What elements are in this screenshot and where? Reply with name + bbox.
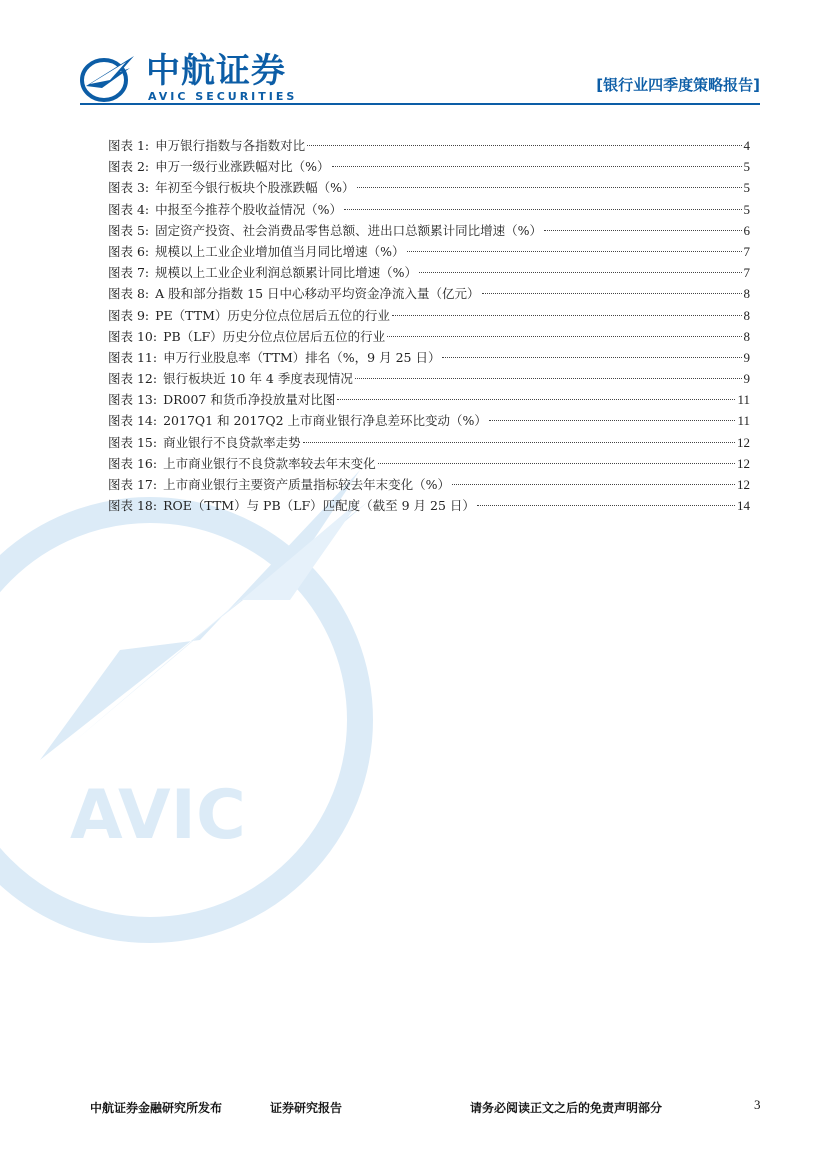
- toc-entry-label: [108, 347, 440, 368]
- page-header: [80, 50, 760, 106]
- watermark-plane-wing: [70, 500, 360, 745]
- toc-leader-dots: [355, 378, 742, 379]
- toc-entry-title: 上市商业银行主要资产质量指标较去年末变化（%）: [163, 477, 450, 492]
- toc-leader-dots: [419, 272, 741, 273]
- footer-disclaimer: 请务必阅读正文之后的免责声明部分: [470, 1101, 663, 1115]
- avic-logo-icon: [80, 50, 136, 102]
- toc-entry-page: 7: [743, 265, 750, 281]
- toc-leader-dots: [477, 505, 735, 506]
- toc-entry-label: [108, 283, 480, 304]
- toc-leader-dots: [442, 357, 741, 358]
- toc-entry-title: 规模以上工业企业利润总额累计同比增速（%）: [155, 265, 418, 281]
- toc-entry[interactable]: [108, 326, 750, 347]
- toc-entry[interactable]: [108, 495, 750, 516]
- toc-entry-page: 11: [737, 392, 750, 408]
- toc-entry-page: 5: [743, 201, 750, 217]
- toc-entry[interactable]: [108, 262, 750, 283]
- toc-entry-number: 图表 9:: [108, 307, 150, 323]
- toc-entry-number: 图表 5:: [108, 222, 150, 238]
- toc-leader-dots: [407, 251, 742, 252]
- toc-entry[interactable]: [108, 199, 750, 220]
- footer-report-type: 证券研究报告: [270, 1101, 343, 1115]
- toc-entry[interactable]: [108, 410, 750, 431]
- toc-entry-title: 商业银行不良贷款率走势: [163, 434, 301, 450]
- toc-entry-label: [108, 368, 353, 389]
- toc-entry-title: 申万行业股息率（TTM）排名（%，9 月 25 日）: [163, 349, 441, 365]
- figure-list: [108, 135, 750, 516]
- toc-entry[interactable]: [108, 389, 750, 410]
- page-number: 3: [754, 1097, 761, 1112]
- toc-leader-dots: [489, 420, 736, 421]
- toc-entry-page: 12: [737, 477, 750, 492]
- toc-entry-number: 图表 15:: [108, 434, 158, 450]
- toc-entry-label: [108, 305, 390, 326]
- toc-entry[interactable]: [108, 474, 750, 495]
- toc-entry-label: [108, 241, 405, 262]
- toc-entry-number: 图表 8:: [108, 286, 150, 302]
- toc-entry-title: DR007 和货币净投放量对比图: [163, 392, 336, 408]
- toc-entry-label: [108, 495, 475, 516]
- watermark-text: AVIC: [70, 776, 246, 855]
- toc-entry-title: 申万一级行业涨跌幅对比（%）: [155, 159, 330, 175]
- toc-entry-label: [108, 135, 305, 156]
- toc-entry-number: 图表 7:: [108, 265, 150, 281]
- toc-leader-dots: [303, 442, 735, 443]
- toc-entry-label: [108, 410, 487, 431]
- toc-entry-label: [108, 156, 330, 177]
- toc-leader-dots: [357, 187, 742, 188]
- toc-entry-title: 规模以上工业企业增加值当月同比增速（%）: [155, 243, 405, 259]
- toc-entry-number: 图表 1:: [108, 138, 150, 153]
- brand-name: 中航证券: [146, 51, 286, 91]
- toc-entry[interactable]: [108, 305, 750, 326]
- toc-entry-number: 图表 13:: [108, 392, 158, 408]
- brand-subtitle: AVIC SECURITIES: [148, 90, 298, 103]
- toc-entry[interactable]: [108, 156, 750, 177]
- toc-entry-label: [108, 453, 376, 474]
- toc-entry[interactable]: [108, 432, 750, 453]
- toc-entry-label: [108, 432, 301, 453]
- toc-entry-title: 中报至今推荐个股收益情况（%）: [155, 201, 343, 217]
- toc-entry-number: 图表 18:: [108, 498, 158, 514]
- toc-entry-number: 图表 2:: [108, 159, 150, 175]
- toc-entry-page: 7: [743, 243, 750, 259]
- toc-entry[interactable]: [108, 177, 750, 198]
- footer-publisher: 中航证券金融研究所发布: [90, 1101, 223, 1115]
- toc-entry-page: 9: [743, 349, 750, 365]
- toc-entry-number: 图表 12:: [108, 371, 158, 387]
- toc-entry[interactable]: [108, 220, 750, 241]
- toc-entry-page: 12: [737, 434, 750, 450]
- toc-entry-label: [108, 389, 335, 410]
- toc-entry-page: 8: [743, 328, 750, 344]
- toc-entry-number: 图表 11:: [108, 349, 158, 365]
- toc-entry-number: 图表 3:: [108, 180, 150, 196]
- toc-entry-title: ROE（TTM）与 PB（LF）匹配度（截至 9 月 25 日）: [163, 498, 475, 514]
- toc-entry-number: 图表 17:: [108, 477, 158, 492]
- toc-entry-label: [108, 474, 450, 495]
- toc-entry-number: 图表 6:: [108, 243, 150, 259]
- toc-entry-title: 上市商业银行不良贷款率较去年末变化: [163, 455, 376, 471]
- toc-entry-page: 8: [743, 307, 750, 323]
- toc-entry-page: 9: [743, 371, 750, 387]
- toc-entry-title: 固定资产投资、社会消费品零售总额、进出口总额累计同比增速（%）: [155, 222, 543, 238]
- toc-entry-title: A 股和部分指数 15 日中心移动平均资金净流入量（亿元）: [155, 286, 480, 302]
- toc-leader-dots: [378, 463, 735, 464]
- toc-entry-title: PE（TTM）历史分位点位居后五位的行业: [155, 307, 390, 323]
- toc-entry-number: 图表 16:: [108, 455, 158, 471]
- toc-leader-dots: [337, 399, 735, 400]
- toc-leader-dots: [392, 315, 742, 316]
- toc-entry-number: 图表 4:: [108, 201, 150, 217]
- toc-entry-page: 5: [743, 159, 750, 175]
- toc-entry[interactable]: [108, 368, 750, 389]
- toc-leader-dots: [332, 166, 742, 167]
- toc-entry-label: [108, 220, 542, 241]
- toc-entry[interactable]: [108, 347, 750, 368]
- toc-entry-page: 14: [737, 498, 750, 514]
- toc-entry-title: 年初至今银行板块个股涨跌幅（%）: [155, 180, 355, 196]
- toc-entry-label: [108, 326, 385, 347]
- toc-entry-title: 2017Q1 和 2017Q2 上市商业银行净息差环比变动（%）: [163, 413, 487, 429]
- toc-entry-page: 12: [737, 455, 750, 471]
- toc-entry[interactable]: [108, 135, 750, 156]
- toc-leader-dots: [482, 293, 742, 294]
- toc-entry-page: 11: [737, 413, 750, 429]
- toc-entry-title: 申万银行指数与各指数对比: [155, 138, 306, 153]
- toc-entry-title: 银行板块近 10 年 4 季度表现情况: [163, 371, 353, 387]
- toc-entry-page: 5: [743, 180, 750, 196]
- toc-leader-dots: [307, 145, 741, 146]
- toc-entry-label: [108, 262, 417, 283]
- toc-entry-page: 4: [743, 138, 750, 153]
- toc-entry-title: PB（LF）历史分位点位居后五位的行业: [163, 328, 386, 344]
- toc-leader-dots: [344, 209, 741, 210]
- header-divider: [80, 103, 760, 105]
- toc-entry-number: 图表 10:: [108, 328, 158, 344]
- toc-entry-page: 6: [743, 222, 750, 238]
- toc-entry[interactable]: [108, 453, 750, 474]
- toc-leader-dots: [544, 230, 741, 231]
- toc-entry[interactable]: [108, 283, 750, 304]
- toc-entry-page: 8: [743, 286, 750, 302]
- toc-leader-dots: [387, 336, 741, 337]
- toc-leader-dots: [452, 484, 735, 485]
- toc-entry-label: [108, 199, 342, 220]
- toc-entry[interactable]: [108, 241, 750, 262]
- report-tag: [银行业四季度策略报告]: [596, 76, 760, 94]
- toc-entry-label: [108, 177, 355, 198]
- toc-entry-number: 图表 14:: [108, 413, 158, 429]
